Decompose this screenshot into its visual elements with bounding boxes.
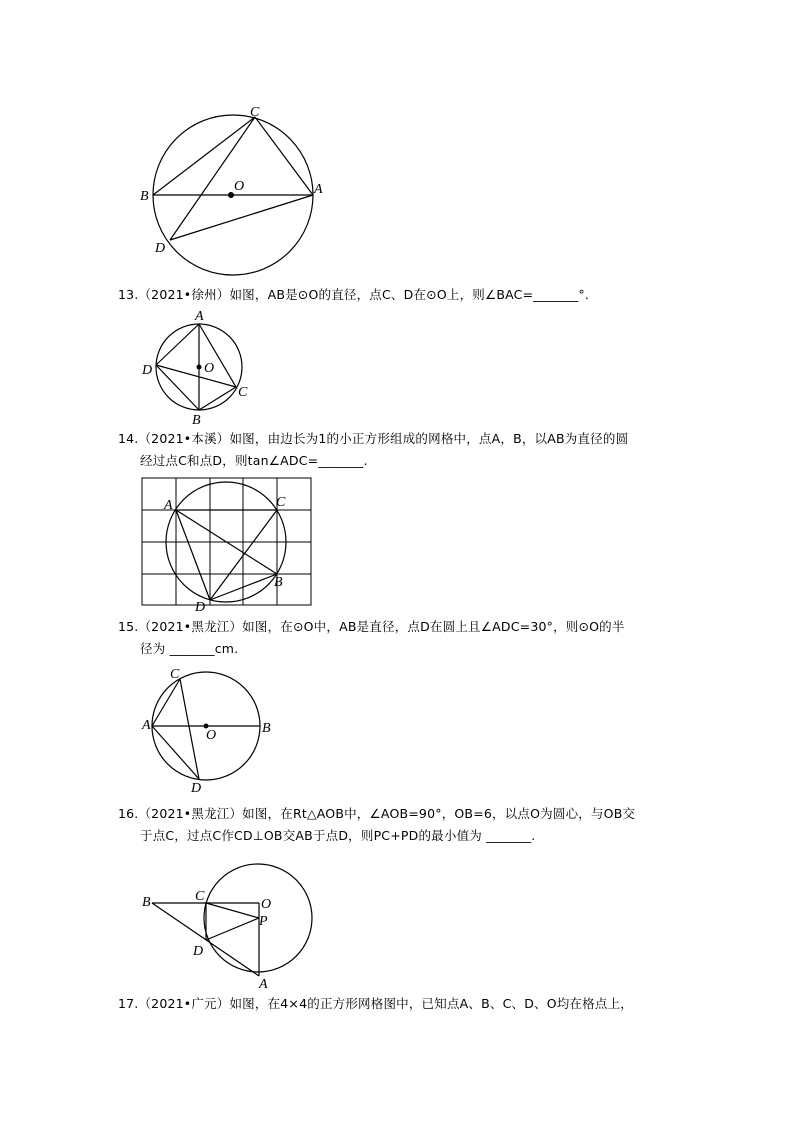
label-b: B (192, 413, 201, 428)
label-d: D (195, 600, 206, 615)
figure-circle-abcd-12 (130, 100, 340, 280)
question-13 (118, 284, 589, 306)
label-o: O (261, 897, 272, 912)
label-p: P (259, 914, 268, 929)
label-d: D (191, 781, 202, 796)
question-17-line-1: 17.（2021•广元）如图，在4×4的正方形网格图中，已知点A、B、C、D、O均在格点上， (118, 996, 633, 1011)
label-a: A (142, 718, 151, 733)
question-15 (118, 616, 625, 660)
question-14-line-1: 14.（2021•本溪）如图，由边长为1的小正方形组成的网格中，点A，B，以AB为直径的圆 (118, 431, 629, 446)
label-d: D (142, 363, 153, 378)
label-d: D (155, 241, 166, 256)
label-a: A (195, 309, 204, 324)
question-16-line-1: 16.（2021•黑龙江）如图，在Rt△AOB中，∠AOB=90°，OB=6，以点O为圆心，与OB交 (118, 806, 636, 821)
label-a: A (259, 977, 268, 992)
question-13-line-1: 13.（2021•徐州）如图，AB是⊙O的直径，点C、D在⊙O上，则∠BAC=_______°. (118, 287, 590, 302)
label-o: O (234, 179, 245, 194)
figure-circle-13 (135, 305, 255, 430)
label-c: C (250, 105, 260, 120)
label-c: C (170, 667, 180, 682)
label-d: D (193, 944, 204, 959)
label-a: A (164, 498, 173, 513)
figure-triangle-circle-16 (135, 865, 325, 990)
label-o: O (206, 728, 217, 743)
figure-circle-15 (135, 662, 280, 796)
label-b: B (142, 895, 151, 910)
question-16 (118, 803, 635, 847)
label-b: B (262, 721, 271, 736)
question-14-line-2: 经过点C和点D，则tan∠ADC=_______. (140, 453, 368, 468)
label-b: B (274, 575, 283, 590)
label-c: C (276, 495, 286, 510)
figure-grid-14 (135, 470, 320, 615)
label-c: C (238, 385, 248, 400)
question-15-line-2: 径为 _______cm. (140, 641, 239, 656)
label-c: C (195, 889, 205, 904)
question-15-line-1: 15.（2021•黑龙江）如图，在⊙O中，AB是直径，点D在圆上且∠ADC=30°，则⊙O的半 (118, 619, 625, 634)
question-16-line-2: 于点C，过点C作CD⊥OB交AB于点D，则PC+PD的最小值为 _______. (140, 828, 536, 843)
label-a: A (314, 182, 323, 197)
label-o: O (204, 361, 215, 376)
question-17 (118, 993, 633, 1015)
question-14 (118, 428, 628, 472)
label-b: B (140, 189, 149, 204)
